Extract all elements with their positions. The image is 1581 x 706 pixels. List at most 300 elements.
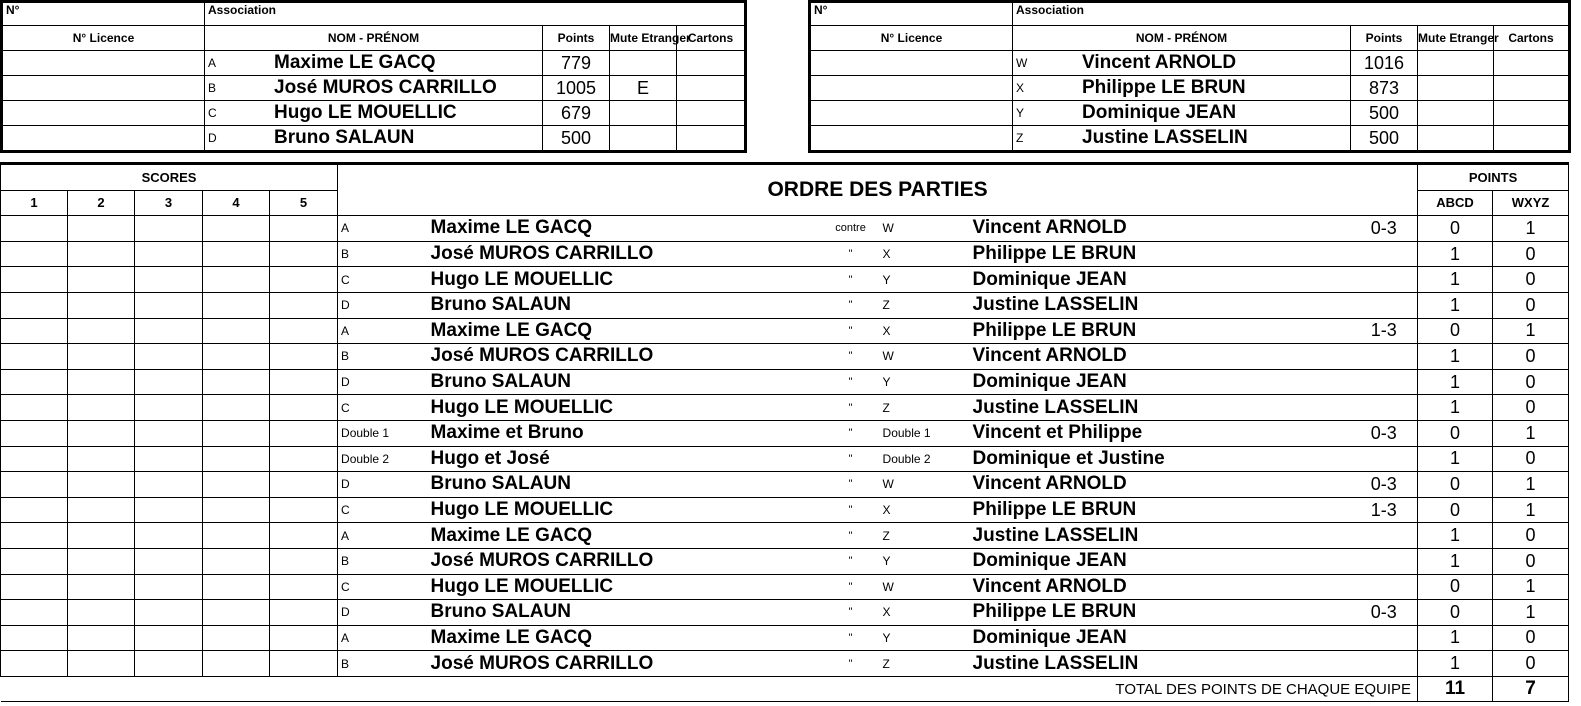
licence-header: N° Licence: [2, 26, 205, 51]
match-result: [1351, 651, 1418, 677]
match-player-home: Maxime LE GACQ: [431, 625, 821, 651]
score-cell-1: [1, 292, 68, 318]
player-name: Philippe LE BRUN: [1082, 77, 1246, 98]
score-cell-4: [203, 216, 270, 242]
score-cell-5: [270, 446, 338, 472]
match-points-wxyz: 0: [1493, 344, 1569, 370]
match-player-home: José MUROS CARRILLO: [431, 344, 821, 370]
score-cell-1: [1, 267, 68, 293]
player-cell: [1013, 126, 1351, 152]
score-cell-3: [135, 574, 203, 600]
match-player-home: José MUROS CARRILLO: [431, 548, 821, 574]
match-result: [1351, 395, 1418, 421]
match-letter-home: C: [338, 497, 431, 523]
score-cell-4: [203, 395, 270, 421]
match-player-away: Philippe LE BRUN: [973, 241, 1351, 267]
score-cell-3: [135, 267, 203, 293]
score-col-1: 1: [1, 190, 68, 216]
player-cell: [1013, 101, 1351, 126]
match-points-abcd: 1: [1418, 625, 1493, 651]
licence-cell: [810, 51, 1013, 76]
player-mute: [1418, 51, 1494, 76]
match-player-away: Justine LASSELIN: [973, 292, 1351, 318]
player-row: [2, 101, 746, 126]
score-cell-1: [1, 497, 68, 523]
score-cell-5: [270, 395, 338, 421]
score-cell-3: [135, 497, 203, 523]
match-result: 1-3: [1351, 318, 1418, 344]
match-letter-home: D: [338, 472, 431, 498]
player-cell-inner: [205, 126, 542, 150]
match-points-wxyz: 1: [1493, 574, 1569, 600]
match-player-home: José MUROS CARRILLO: [431, 651, 821, 677]
match-letter-home: Double 2: [338, 446, 431, 472]
match-points-abcd: 0: [1418, 420, 1493, 446]
player-row: [810, 101, 1570, 126]
match-points-wxyz: 0: [1493, 267, 1569, 293]
player-row: [2, 126, 746, 152]
player-row: [810, 126, 1570, 152]
player-cell: [1013, 51, 1351, 76]
match-letter-home: C: [338, 574, 431, 600]
match-versus: ": [821, 241, 881, 267]
player-points: 1016: [1351, 51, 1418, 76]
score-cell-1: [1, 216, 68, 242]
match-row: [1, 241, 1569, 267]
player-points: 779: [543, 51, 610, 76]
player-name: Vincent ARNOLD: [1082, 52, 1237, 73]
score-cell-4: [203, 625, 270, 651]
match-letter-away: Y: [881, 267, 973, 293]
match-points-abcd: 1: [1418, 446, 1493, 472]
match-versus: ": [821, 292, 881, 318]
match-order-table: [0, 162, 1569, 702]
score-cell-3: [135, 292, 203, 318]
match-letter-away: Y: [881, 369, 973, 395]
player-mute: [610, 51, 677, 76]
points-header: Points: [1351, 26, 1418, 51]
player-mute: [610, 126, 677, 152]
match-points-abcd: 0: [1418, 318, 1493, 344]
score-cell-5: [270, 625, 338, 651]
player-letter: C: [208, 106, 217, 120]
match-versus: ": [821, 318, 881, 344]
match-points-wxyz: 0: [1493, 625, 1569, 651]
match-player-away: Dominique JEAN: [973, 625, 1351, 651]
match-player-home: Hugo LE MOUELLIC: [431, 267, 821, 293]
score-cell-1: [1, 548, 68, 574]
match-player-away: Vincent ARNOLD: [973, 472, 1351, 498]
match-player-away: Philippe LE BRUN: [973, 600, 1351, 626]
player-cartons: [677, 126, 746, 152]
match-result: 1-3: [1351, 497, 1418, 523]
player-row: [2, 51, 746, 76]
score-cell-4: [203, 600, 270, 626]
match-versus: ": [821, 523, 881, 549]
score-cell-2: [68, 216, 135, 242]
match-letter-home: Double 1: [338, 420, 431, 446]
match-player-away: Philippe LE BRUN: [973, 318, 1351, 344]
player-mute: E: [610, 76, 677, 101]
player-cell-inner: [205, 101, 542, 125]
player-points: 873: [1351, 76, 1418, 101]
match-points-wxyz: 0: [1493, 651, 1569, 677]
player-name: Hugo LE MOUELLIC: [274, 102, 457, 123]
score-cell-1: [1, 472, 68, 498]
score-cell-1: [1, 344, 68, 370]
total-wxyz: 7: [1493, 676, 1569, 702]
player-cell-inner: [205, 76, 542, 100]
match-row: [1, 292, 1569, 318]
score-cell-2: [68, 241, 135, 267]
match-letter-home: D: [338, 600, 431, 626]
player-cell-inner: [205, 51, 542, 75]
match-versus: ": [821, 600, 881, 626]
match-versus: ": [821, 446, 881, 472]
player-mute: [610, 101, 677, 126]
player-cartons: [1494, 101, 1570, 126]
match-result: [1351, 344, 1418, 370]
player-name: José MUROS CARRILLO: [274, 77, 497, 98]
licence-cell: [2, 126, 205, 152]
score-cell-3: [135, 548, 203, 574]
match-rows: [1, 216, 1569, 677]
match-player-home: Bruno SALAUN: [431, 600, 821, 626]
score-cell-2: [68, 369, 135, 395]
score-cell-4: [203, 420, 270, 446]
player-name: Bruno SALAUN: [274, 127, 415, 148]
match-letter-home: A: [338, 625, 431, 651]
score-cell-2: [68, 651, 135, 677]
score-cell-5: [270, 472, 338, 498]
player-letter: B: [208, 81, 217, 95]
match-points-wxyz: 0: [1493, 523, 1569, 549]
score-cell-1: [1, 523, 68, 549]
score-cell-4: [203, 574, 270, 600]
score-cell-3: [135, 216, 203, 242]
mute-header: Mute Etranger: [1418, 26, 1494, 51]
match-letter-away: W: [881, 472, 973, 498]
team-left-players: [2, 51, 746, 152]
match-letter-home: C: [338, 395, 431, 421]
player-cartons: [677, 76, 746, 101]
score-cell-3: [135, 472, 203, 498]
score-cell-2: [68, 446, 135, 472]
score-cell-4: [203, 446, 270, 472]
match-letter-away: Z: [881, 523, 973, 549]
match-row: [1, 344, 1569, 370]
match-points-wxyz: 1: [1493, 420, 1569, 446]
match-player-away: Justine LASSELIN: [973, 395, 1351, 421]
score-col-3: 3: [135, 190, 203, 216]
score-cell-1: [1, 395, 68, 421]
score-cell-5: [270, 318, 338, 344]
match-player-away: Justine LASSELIN: [973, 651, 1351, 677]
cartons-header: Cartons: [677, 26, 746, 51]
match-points-abcd: 0: [1418, 497, 1493, 523]
score-cell-4: [203, 651, 270, 677]
score-cell-2: [68, 292, 135, 318]
player-points: 500: [543, 126, 610, 152]
score-cell-2: [68, 497, 135, 523]
match-letter-home: A: [338, 523, 431, 549]
match-player-away: Justine LASSELIN: [973, 523, 1351, 549]
score-cell-4: [203, 497, 270, 523]
match-points-wxyz: 1: [1493, 497, 1569, 523]
match-player-away: Dominique JEAN: [973, 548, 1351, 574]
licence-cell: [2, 101, 205, 126]
match-row: [1, 497, 1569, 523]
match-letter-home: A: [338, 318, 431, 344]
player-row: [810, 76, 1570, 101]
wxyz-header: WXYZ: [1493, 190, 1569, 216]
score-cell-5: [270, 344, 338, 370]
score-cell-5: [270, 600, 338, 626]
player-mute: [1418, 126, 1494, 152]
score-cell-5: [270, 548, 338, 574]
match-points-wxyz: 0: [1493, 241, 1569, 267]
match-points-abcd: 0: [1418, 574, 1493, 600]
match-letter-away: Y: [881, 548, 973, 574]
score-cell-1: [1, 574, 68, 600]
match-points-abcd: 1: [1418, 267, 1493, 293]
score-cell-1: [1, 625, 68, 651]
score-cell-5: [270, 216, 338, 242]
match-result: [1351, 574, 1418, 600]
team-right-players: [810, 51, 1570, 152]
match-letter-home: C: [338, 267, 431, 293]
score-cell-1: [1, 369, 68, 395]
match-points-wxyz: 0: [1493, 395, 1569, 421]
match-points-abcd: 1: [1418, 241, 1493, 267]
player-name: Justine LASSELIN: [1082, 127, 1248, 148]
match-letter-away: W: [881, 574, 973, 600]
match-row: [1, 600, 1569, 626]
player-letter: Y: [1016, 106, 1025, 120]
match-player-away: Vincent ARNOLD: [973, 216, 1351, 242]
score-col-2: 2: [68, 190, 135, 216]
match-letter-away: X: [881, 600, 973, 626]
player-cell: [205, 101, 543, 126]
match-player-home: Hugo et José: [431, 446, 821, 472]
match-points-wxyz: 1: [1493, 216, 1569, 242]
player-letter: X: [1016, 81, 1025, 95]
player-points: 1005: [543, 76, 610, 101]
player-cell-inner: [1013, 126, 1350, 150]
match-player-away: Vincent ARNOLD: [973, 344, 1351, 370]
match-letter-away: W: [881, 216, 973, 242]
score-cell-1: [1, 318, 68, 344]
player-cell: [205, 126, 543, 152]
score-cell-1: [1, 651, 68, 677]
mute-header: Mute Etranger: [610, 26, 677, 51]
match-letter-home: D: [338, 292, 431, 318]
match-player-home: José MUROS CARRILLO: [431, 241, 821, 267]
match-points-abcd: 1: [1418, 548, 1493, 574]
score-cell-3: [135, 523, 203, 549]
association-label: Association: [1013, 2, 1570, 26]
match-versus: ": [821, 625, 881, 651]
score-cell-2: [68, 574, 135, 600]
score-cell-1: [1, 446, 68, 472]
match-player-home: Maxime LE GACQ: [431, 523, 821, 549]
match-points-wxyz: 1: [1493, 318, 1569, 344]
score-cell-4: [203, 292, 270, 318]
score-col-5: 5: [270, 190, 338, 216]
match-row: [1, 574, 1569, 600]
score-cell-1: [1, 241, 68, 267]
score-cell-3: [135, 600, 203, 626]
score-cell-3: [135, 395, 203, 421]
match-letter-away: X: [881, 497, 973, 523]
match-result: 0-3: [1351, 472, 1418, 498]
match-row: [1, 369, 1569, 395]
player-letter: W: [1016, 56, 1028, 70]
score-cell-2: [68, 267, 135, 293]
licence-cell: [2, 51, 205, 76]
score-cell-4: [203, 241, 270, 267]
match-letter-away: W: [881, 344, 973, 370]
match-points-wxyz: 1: [1493, 600, 1569, 626]
score-cell-1: [1, 420, 68, 446]
cartons-header: Cartons: [1494, 26, 1570, 51]
player-cell-inner: [1013, 101, 1350, 125]
score-cell-2: [68, 395, 135, 421]
player-cell-inner: [1013, 51, 1350, 75]
score-cell-3: [135, 344, 203, 370]
match-result: [1351, 446, 1418, 472]
match-player-home: Maxime LE GACQ: [431, 216, 821, 242]
association-label: Association: [205, 2, 746, 26]
score-cell-3: [135, 369, 203, 395]
player-row: [2, 76, 746, 101]
licence-cell: [810, 126, 1013, 152]
player-points: 679: [543, 101, 610, 126]
match-letter-home: B: [338, 651, 431, 677]
player-points: 500: [1351, 126, 1418, 152]
score-cell-5: [270, 241, 338, 267]
match-points-wxyz: 0: [1493, 292, 1569, 318]
player-letter: Z: [1016, 131, 1024, 145]
score-cell-5: [270, 420, 338, 446]
score-cell-5: [270, 574, 338, 600]
total-label: TOTAL DES POINTS DE CHAQUE EQUIPE: [1, 676, 1418, 702]
score-cell-4: [203, 523, 270, 549]
score-cell-3: [135, 318, 203, 344]
match-letter-home: B: [338, 344, 431, 370]
match-row: [1, 446, 1569, 472]
match-player-home: Hugo LE MOUELLIC: [431, 395, 821, 421]
match-versus: ": [821, 420, 881, 446]
match-versus: ": [821, 395, 881, 421]
score-cell-4: [203, 472, 270, 498]
match-row: [1, 216, 1569, 242]
match-row: [1, 395, 1569, 421]
match-letter-home: B: [338, 241, 431, 267]
match-points-wxyz: 1: [1493, 472, 1569, 498]
player-cartons: [1494, 126, 1570, 152]
score-cell-5: [270, 651, 338, 677]
player-name: Dominique JEAN: [1082, 102, 1237, 123]
player-points: 500: [1351, 101, 1418, 126]
player-cell: [205, 51, 543, 76]
score-cell-2: [68, 523, 135, 549]
match-player-away: Philippe LE BRUN: [973, 497, 1351, 523]
match-player-home: Maxime LE GACQ: [431, 318, 821, 344]
match-row: [1, 651, 1569, 677]
team-left-table: [0, 0, 747, 153]
player-letter: D: [208, 131, 217, 145]
match-points-abcd: 1: [1418, 344, 1493, 370]
match-player-home: Maxime et Bruno: [431, 420, 821, 446]
player-name: Maxime LE GACQ: [274, 52, 436, 73]
score-cell-5: [270, 369, 338, 395]
match-player-away: Dominique JEAN: [973, 369, 1351, 395]
player-mute: [1418, 76, 1494, 101]
match-letter-away: Z: [881, 395, 973, 421]
score-cell-2: [68, 344, 135, 370]
score-cell-2: [68, 548, 135, 574]
match-versus: ": [821, 267, 881, 293]
player-cartons: [1494, 51, 1570, 76]
player-cartons: [1494, 76, 1570, 101]
score-cell-5: [270, 267, 338, 293]
score-cell-3: [135, 625, 203, 651]
match-letter-away: Z: [881, 651, 973, 677]
match-letter-home: A: [338, 216, 431, 242]
match-versus: ": [821, 574, 881, 600]
score-cell-2: [68, 625, 135, 651]
match-player-home: Bruno SALAUN: [431, 472, 821, 498]
match-points-abcd: 0: [1418, 600, 1493, 626]
player-mute: [1418, 101, 1494, 126]
total-abcd: 11: [1418, 676, 1493, 702]
licence-cell: [810, 101, 1013, 126]
match-versus: ": [821, 497, 881, 523]
match-result: [1351, 523, 1418, 549]
player-cartons: [677, 51, 746, 76]
match-points-wxyz: 0: [1493, 446, 1569, 472]
team-right-table: [808, 0, 1571, 153]
score-cell-2: [68, 600, 135, 626]
match-versus: ": [821, 472, 881, 498]
match-versus: ": [821, 651, 881, 677]
player-letter: A: [208, 56, 217, 70]
match-points-wxyz: 0: [1493, 548, 1569, 574]
match-player-home: Hugo LE MOUELLIC: [431, 497, 821, 523]
match-player-away: Dominique JEAN: [973, 267, 1351, 293]
match-result: 0-3: [1351, 420, 1418, 446]
match-points-abcd: 1: [1418, 523, 1493, 549]
match-row: [1, 472, 1569, 498]
match-letter-away: X: [881, 241, 973, 267]
num-label: N°: [2, 2, 205, 26]
score-cell-4: [203, 369, 270, 395]
abcd-header: ABCD: [1418, 190, 1493, 216]
score-cell-5: [270, 497, 338, 523]
score-cell-4: [203, 344, 270, 370]
match-versus: contre: [821, 216, 881, 242]
match-letter-home: B: [338, 548, 431, 574]
points-header: Points: [543, 26, 610, 51]
licence-cell: [810, 76, 1013, 101]
score-cell-5: [270, 523, 338, 549]
score-cell-2: [68, 318, 135, 344]
match-points-abcd: 1: [1418, 292, 1493, 318]
player-row: [810, 51, 1570, 76]
licence-header: N° Licence: [810, 26, 1013, 51]
match-result: [1351, 548, 1418, 574]
